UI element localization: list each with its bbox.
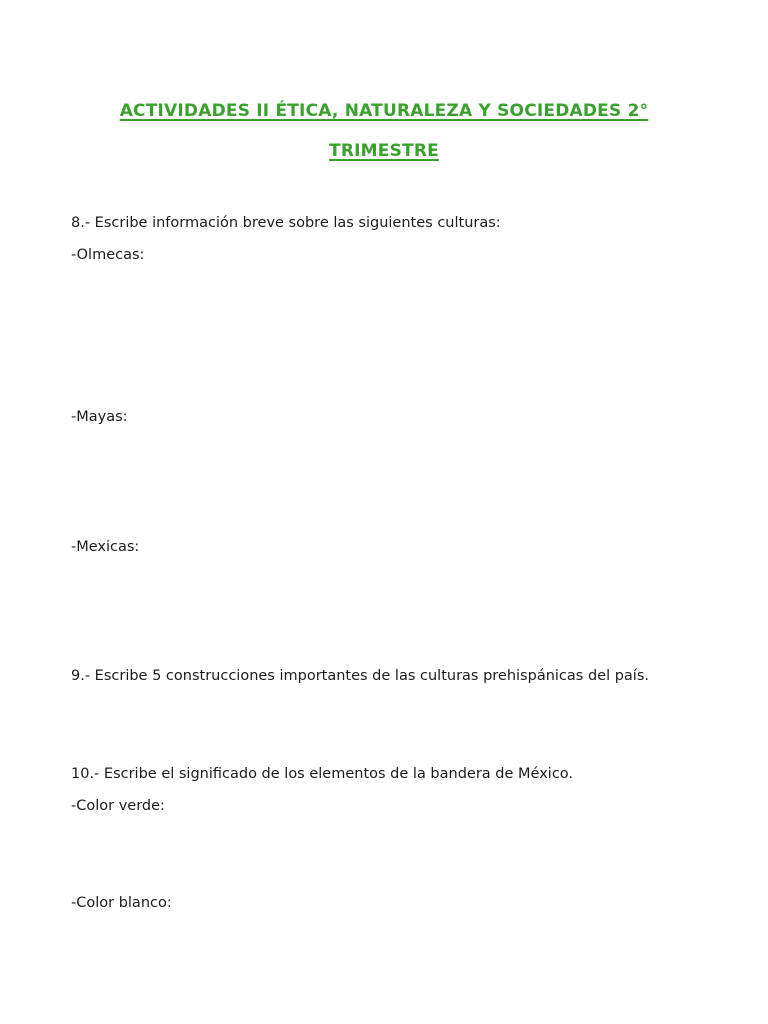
question-8-item-mexicas: -Mexicas: [71, 539, 140, 555]
question-8-prompt: 8.- Escribe información breve sobre las siguientes culturas: [71, 215, 501, 231]
question-10-prompt: 10.- Escribe el significado de los elementos de la bandera de México. [71, 766, 574, 782]
question-10-item-color-verde: -Color verde: [71, 798, 165, 814]
question-9-prompt: 9.- Escribe 5 construcciones importantes de las culturas prehispánicas del país. [71, 668, 649, 684]
question-8-item-mayas: -Mayas: [71, 409, 128, 425]
document-title-line-1: ACTIVIDADES II ÉTICA, NATURALEZA Y SOCIEDADES 2° [119, 101, 649, 121]
document-title-line-2: TRIMESTRE [329, 141, 439, 161]
question-10-item-color-blanco: -Color blanco: [71, 895, 172, 911]
question-8-item-olmecas: -Olmecas: [71, 247, 145, 263]
